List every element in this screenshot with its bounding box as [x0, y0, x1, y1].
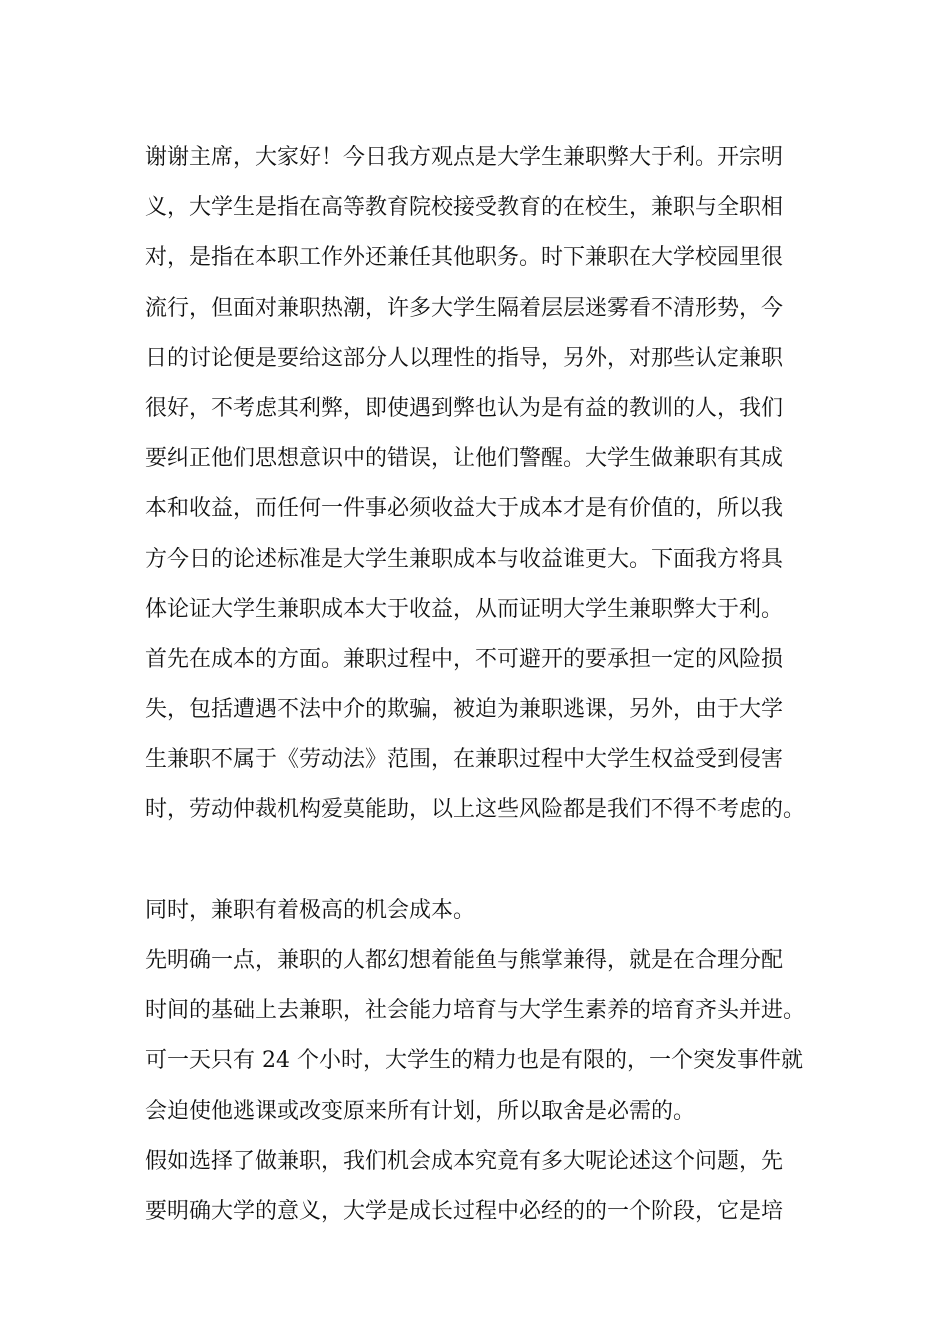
text-line: 要纠正他们思想意识中的错误，让他们警醒。大学生做兼职有其成: [145, 446, 784, 472]
text-line: 可一天只有 24 个小时，大学生的精力也是有限的，一个突发事件就: [145, 1048, 803, 1074]
text-line: 本和收益，而任何一件事必须收益大于成本才是有价值的，所以我: [145, 496, 784, 522]
text-line: 对，是指在本职工作外还兼任其他职务。时下兼职在大学校园里很: [145, 245, 784, 271]
text-line: 假如选择了做兼职，我们机会成本究竟有多大呢论述这个问题，先: [145, 1148, 784, 1174]
text-line: 方今日的论述标准是大学生兼职成本与收益谁更大。下面我方将具: [145, 546, 784, 572]
text-line: 体论证大学生兼职成本大于收益，从而证明大学生兼职弊大于利。: [145, 596, 784, 622]
text-line: 同时，兼职有着极高的机会成本。: [145, 897, 476, 923]
text-line: 义，大学生是指在高等教育院校接受教育的在校生，兼职与全职相: [145, 195, 784, 221]
text-line: 很好，不考虑其利弊，即使遇到弊也认为是有益的教训的人，我们: [145, 395, 784, 421]
document-body: [145, 133, 825, 1237]
text-line: 时间的基础上去兼职，社会能力培育与大学生素养的培育齐头并进。: [145, 998, 806, 1024]
paragraph-gap: [145, 836, 825, 886]
text-line: 时，劳动仲裁机构爱莫能助，以上这些风险都是我们不得不考虑的。: [145, 797, 806, 823]
text-line: 谢谢主席，大家好！今日我方观点是大学生兼职弊大于利。开宗明: [145, 145, 784, 170]
text-line: 失，包括遭遇不法中介的欺骗，被迫为兼职逃课，另外，由于大学: [145, 697, 784, 723]
text-line: 日的讨论便是要给这部分人以理性的指导，另外，对那些认定兼职: [145, 345, 784, 371]
text-line: 生兼职不属于《劳动法》范围，在兼职过程中大学生权益受到侵害: [145, 747, 784, 773]
text-line: 要明确大学的意义，大学是成长过程中必经的的一个阶段，它是培: [145, 1198, 784, 1224]
text-line: 先明确一点，兼职的人都幻想着能鱼与熊掌兼得，就是在合理分配: [145, 948, 784, 973]
text-line: 首先在成本的方面。兼职过程中，不可避开的要承担一定的风险损: [145, 646, 784, 672]
text-line: 流行，但面对兼职热潮，许多大学生隔着层层迷雾看不清形势，今: [145, 295, 784, 321]
text-line: 会迫使他逃课或改变原来所有计划，所以取舍是必需的。: [145, 1098, 696, 1124]
